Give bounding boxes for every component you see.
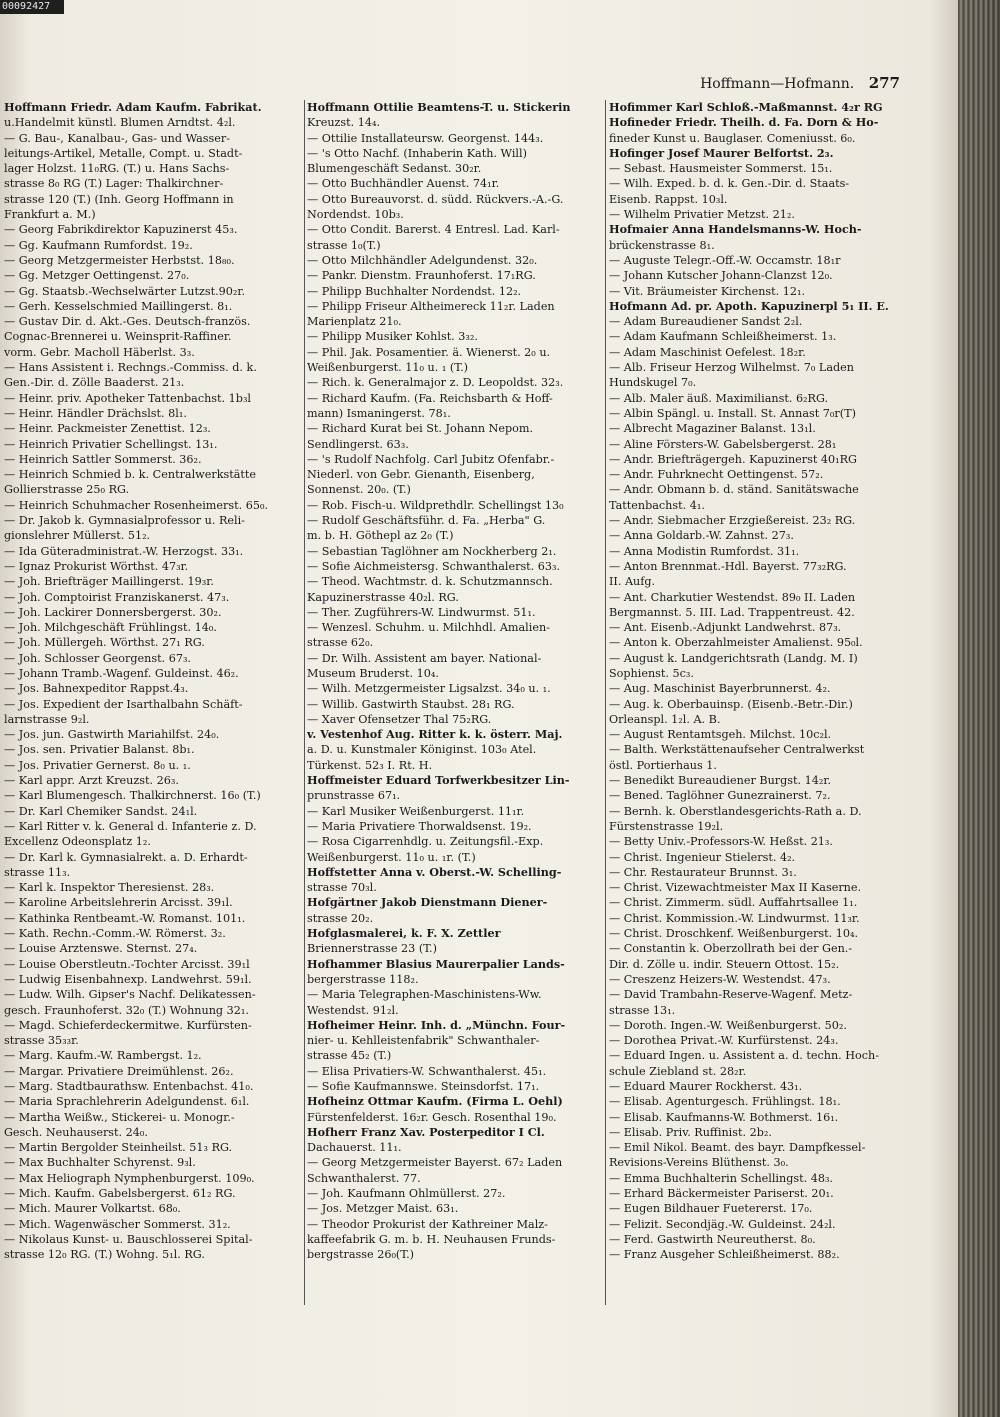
directory-entry: — Gg. Metzger Oettingenst. 27₀. (4, 269, 190, 283)
directory-entry: — Willib. Gastwirth Staubst. 28₁ RG. (307, 697, 515, 711)
directory-entry: strasse 13₁. (609, 1003, 676, 1017)
directory-entry: — Joh. Lackirer Donnersbergerst. 30₂. (4, 605, 222, 619)
directory-entry: — Joh. Kaufmann Ohlmüllerst. 27₂. (307, 1187, 506, 1201)
directory-entry: Orleanspl. 1₂l. A. B. (609, 712, 721, 726)
directory-entry: nier- u. Kehlleistenfabrik" Schwanthaler- (307, 1034, 540, 1048)
directory-entry: Gesch. Neuhauserst. 24₀. (4, 1125, 148, 1139)
directory-entry: Sophienst. 5c₃. (609, 666, 694, 680)
directory-entry: — Elisab. Priv. Ruffinist. 2b₂. (609, 1125, 772, 1139)
directory-entry: Hofineder Friedr. Theilh. d. Fa. Dorn & Ho- (609, 115, 879, 130)
directory-entry: strasse 8₀ RG (T.) Lager: Thalkirchner- (4, 177, 224, 191)
column-1 (4, 100, 300, 1263)
directory-entry: strasse 45₂ (T.) (307, 1049, 392, 1063)
directory-entry: — Johann Kutscher Johann-Clanzst 12₀. (609, 269, 833, 283)
directory-entry: — Jos. Bahnexpeditor Rappst.4₃. (4, 682, 189, 696)
directory-entry: — Anna Modistin Rumfordst. 31₁. (609, 544, 800, 558)
directory-entry: — Joh. Briefträger Maillingerst. 19₃r. (4, 575, 214, 589)
directory-entry: — Mich. Kaufm. Gabelsbergerst. 61₂ RG. (4, 1187, 236, 1201)
directory-entry: Hofinger Josef Maurer Belfortst. 2₃. (609, 145, 834, 160)
directory-entry: — Elisab. Kaufmanns-W. Bothmerst. 16₁. (609, 1110, 839, 1124)
directory-entry: — Ant. Eisenb.-Adjunkt Landwehrst. 87₃. (609, 621, 842, 635)
directory-entry: — Phil. Jak. Posamentier. ä. Wienerst. 2₀ u. (307, 345, 551, 359)
directory-entry: fineder Kunst u. Bauglaser. Comeniusst. 6₀. (609, 131, 856, 145)
directory-entry: — Christ. Zimmerm. südl. Auffahrtsallee 1₁. (609, 896, 858, 910)
directory-entry: Blumengeschäft Sedanst. 30₂r. (307, 162, 482, 176)
directory-entry: Weißenburgerst. 11₀ u. ₁ (T.) (307, 361, 469, 375)
directory-entry: Fürstenfelderst. 16₂r. Gesch. Rosenthal 19₀. (307, 1110, 557, 1124)
directory-entry: — Karl Musiker Weißenburgerst. 11₁r. (307, 804, 525, 818)
directory-entry: Hoffmeister Eduard Torfwerkbesitzer Lin- (307, 773, 570, 788)
directory-entry: — Adam Bureaudiener Sandst 2₂l. (609, 315, 803, 329)
directory-entry: — Rich. k. Generalmajor z. D. Leopoldst. 32₃. (307, 376, 564, 390)
directory-entry: mann) Ismaningerst. 78₁. (307, 406, 451, 420)
directory-entry: — Sofie Kaufmannswe. Steinsdorfst. 17₁. (307, 1080, 540, 1093)
directory-entry: a. D. u. Kunstmaler Königinst. 103₀ Atel. (307, 743, 537, 757)
directory-entry: — August k. Landgerichtsrath (Landg. M. I) (609, 651, 858, 665)
directory-entry: Hoffstetter Anna v. Oberst.-W. Schelling- (307, 864, 562, 879)
directory-entry: — Christ. Ingenieur Stielerst. 4₂. (609, 850, 796, 864)
directory-entry: — Jos. sen. Privatier Balanst. 8b₁. (4, 743, 195, 757)
directory-entry: leitungs-Artikel, Metalle, Compt. u. Stadt- (4, 146, 243, 160)
directory-entry: bergerstrasse 118₂. (307, 972, 419, 986)
directory-entry: — Anton k. Oberzahlmeister Amalienst. 95₀l. (609, 636, 863, 650)
directory-entry: — Kath. Rechn.-Comm.-W. Römerst. 3₂. (4, 927, 226, 941)
directory-entry: — Otto Milchhändler Adelgundenst. 32₀. (307, 253, 538, 267)
directory-entry: — Eduard Maurer Rockherst. 43₁. (609, 1080, 803, 1093)
directory-entry: — Erhard Bäckermeister Pariserst. 20₁. (609, 1187, 834, 1201)
directory-entry: — Ther. Zugführers-W. Lindwurmst. 51₁. (307, 605, 536, 619)
directory-entry: — Gerh. Kesselschmied Maillingerst. 8₁. (4, 299, 233, 313)
directory-entry: — Karl k. Inspektor Theresienst. 28₃. (4, 881, 215, 895)
directory-entry: — Maria Telegraphen-Maschinistens-Ww. (307, 988, 542, 1002)
directory-entry: — Gg. Kaufmann Rumfordst. 19₂. (4, 238, 193, 252)
book-page-edge (958, 0, 1000, 1417)
directory-entry: — Ludwig Eisenbahnexp. Landwehrst. 59₁l. (4, 972, 252, 986)
directory-entry: — Pankr. Dienstm. Fraunhoferst. 17₁RG. (307, 269, 536, 283)
directory-entry: — Kathinka Rentbeamt.-W. Romanst. 101₁. (4, 911, 246, 925)
directory-entry: — Georg Metzgermeister Bayerst. 67₂ Laden (307, 1156, 563, 1170)
directory-entry: vorm. Gebr. Macholl Häberlst. 3₃. (4, 345, 195, 359)
directory-entry: — Richard Kaufm. (Fa. Reichsbarth & Hoff- (307, 391, 553, 405)
directory-entry: Revisions-Vereins Blüthenst. 3₀. (609, 1156, 789, 1170)
directory-entry: — G. Bau-, Kanalbau-, Gas- und Wasser- (4, 131, 231, 145)
directory-entry: — Mich. Wagenwäscher Sommerst. 31₂. (4, 1217, 231, 1231)
directory-entry: — Ignaz Prokurist Wörthst. 47₃r. (4, 559, 189, 573)
directory-entry: — Anna Goldarb.-W. Zahnst. 27₃. (609, 529, 794, 543)
directory-entry: m. b. H. Göthepl az 2₀ (T.) (307, 529, 454, 543)
directory-entry: — Aug. k. Oberbauinsp. (Eisenb.-Betr.-Dir.) (609, 697, 853, 711)
directory-entry: Hofimmer Karl Schloß.-Maßmannst. 4₂r RG (609, 100, 883, 114)
directory-entry: — Franz Ausgeher Schleißheimerst. 88₂. (609, 1248, 840, 1262)
directory-entry: — Albrecht Magaziner Balanst. 13₁l. (609, 422, 816, 436)
directory-entry: Hofheinz Ottmar Kaufm. (Firma L. Oehl) (307, 1094, 563, 1109)
directory-entry: — Wilh. Exped. b. d. k. Gen.-Dir. d. Staats- (609, 177, 850, 191)
directory-entry: — Sebastian Taglöhner am Nockherberg 2₁. (307, 544, 557, 558)
directory-entry: — Alb. Friseur Herzog Wilhelmst. 7₀ Laden (609, 361, 854, 375)
directory-entry: — Balth. Werkstättenaufseher Centralwerkst (609, 743, 865, 757)
directory-entry: Dachauerst. 11₁. (307, 1141, 402, 1155)
directory-entry: — Andr. Obmann b. d. ständ. Sanitätswache (609, 483, 859, 497)
directory-entry: — Max Buchhalter Schyrenst. 9₃l. (4, 1156, 196, 1170)
directory-entry: — Ottilie Installateursw. Georgenst. 144₃. (307, 131, 544, 145)
column-divider (304, 100, 305, 1305)
directory-entry: — Otto Buchhändler Auenst. 74₁r. (307, 177, 500, 191)
directory-entry: — Xaver Ofensetzer Thal 75₂RG. (307, 712, 492, 726)
directory-entry: — Heinrich Schmied b. k. Centralwerkstätte (4, 468, 257, 482)
directory-entry: Tattenbachst. 4₁. (609, 498, 705, 512)
directory-entry: — Eugen Bildhauer Fuetererst. 17₀. (609, 1202, 813, 1216)
directory-entry: gesch. Fraunhoferst. 32₀ (T.) Wohnung 32₁. (4, 1003, 249, 1017)
directory-entry: — Eduard Ingen. u. Assistent a. d. techn. Hoch- (609, 1049, 880, 1063)
directory-entry: gionslehrer Müllerst. 51₂. (4, 529, 151, 543)
directory-entry: Gollierstrasse 25₀ RG. (4, 483, 130, 497)
directory-entry: larnstrasse 9₂l. (4, 712, 90, 726)
directory-entry: — Karl Ritter v. k. General d. Infanterie z. D. (4, 819, 257, 833)
directory-entry: — Marg. Kaufm.-W. Rambergst. 1₂. (4, 1049, 202, 1063)
directory-entry: Weißenburgerst. 11₀ u. ₁r. (T.) (307, 850, 476, 864)
directory-entry: Kreuzst. 14₄. (307, 116, 381, 130)
directory-entry: — Sebast. Hausmeister Sommerst. 15₁. (609, 162, 833, 176)
directory-entry: — Martha Weißw., Stickerei- u. Monogr.- (4, 1110, 235, 1124)
directory-entry: v. Vestenhof Aug. Ritter k. k. österr. Maj. (307, 727, 563, 742)
directory-entry: — Joh. Müllergeh. Wörthst. 27₁ RG. (4, 636, 205, 650)
directory-entry: — Margar. Privatiere Dreimühlenst. 26₂. (4, 1064, 234, 1078)
directory-entry: — Gg. Staatsb.-Wechselwärter Lutzst.90₂r. (4, 284, 246, 298)
directory-entry: — Dr. Karl Chemiker Sandst. 24₁l. (4, 804, 198, 818)
directory-entry: lager Holzst. 11₀RG. (T.) u. Hans Sachs- (4, 162, 230, 176)
directory-entry: — Nikolaus Kunst- u. Bauschlosserei Spital- (4, 1232, 253, 1246)
directory-entry: prunstrasse 67₁. (307, 789, 401, 803)
directory-entry: — Wilhelm Privatier Metzst. 21₂. (609, 208, 795, 222)
directory-entry: — Max Heliograph Nymphenburgerst. 109₀. (4, 1171, 255, 1185)
directory-entry: strasse 1₀(T.) (307, 238, 381, 252)
directory-entry: — Heinrich Schuhmacher Rosenheimerst. 65₀. (4, 498, 269, 512)
directory-entry: kaffeefabrik G. m. b. H. Neuhausen Frunds- (307, 1232, 556, 1246)
directory-entry: Sonnenst. 20₀. (T.) (307, 483, 411, 497)
directory-entry: — Benedikt Bureaudiener Burgst. 14₂r. (609, 774, 832, 788)
directory-entry: — Doroth. Ingen.-W. Weißenburgerst. 50₂. (609, 1018, 847, 1032)
directory-entry: — Rosa Cigarrenhdlg. u. Zeitungsfil.-Exp. (307, 835, 544, 849)
directory-entry: Museum Bruderst. 10₄. (307, 666, 439, 680)
directory-entry: strasse 20₂. (307, 911, 374, 925)
scan-id-stamp: 00092427 (0, 0, 64, 14)
column-3 (609, 100, 905, 1263)
directory-entry: — Wenzesl. Schuhm. u. Milchhdl. Amalien- (307, 621, 550, 635)
directory-entry: — Emil Nikol. Beamt. des bayr. Dampfkessel- (609, 1141, 866, 1155)
directory-entry: Briennerstrasse 23 (T.) (307, 942, 437, 956)
directory-entry: — Betty Univ.-Professors-W. Heßst. 21₃. (609, 835, 833, 849)
directory-entry: — Christ. Kommission.-W. Lindwurmst. 11₃r. (609, 911, 860, 925)
page-number: 277 (868, 74, 900, 92)
directory-entry: schule Ziebland st. 28₂r. (609, 1064, 747, 1078)
directory-entry: — Martin Bergolder Steinheilst. 51₃ RG. (4, 1141, 233, 1155)
directory-entry: — Vit. Bräumeister Kirchenst. 12₁. (609, 284, 806, 298)
directory-entry: — Joh. Comptoirist Franziskanerst. 47₃. (4, 590, 230, 604)
directory-entry: — Otto Bureauvorst. d. südd. Rückvers.-A.-G. (307, 192, 564, 206)
directory-entry: — Karl Blumengesch. Thalkirchnerst. 16₀ (T.) (4, 789, 261, 803)
directory-entry: — Maria Sprachlehrerin Adelgundenst. 6₁l. (4, 1095, 250, 1109)
directory-entry: — Dr. Jakob k. Gymnasialprofessor u. Reli- (4, 514, 245, 528)
directory-entry: — Dr. Karl k. Gymnasialrekt. a. D. Erhardt- (4, 850, 248, 864)
directory-entry: — Maria Privatiere Thorwaldsenst. 19₂. (307, 819, 532, 833)
directory-entry: — Richard Kurat bei St. Johann Nepom. (307, 422, 534, 436)
directory-entry: strasse 62₀. (307, 636, 374, 650)
directory-entry: Hofheimer Heinr. Inh. d. „Münchn. Four- (307, 1017, 566, 1032)
directory-entry: — Dorothea Privat.-W. Kurfürstenst. 24₃. (609, 1034, 839, 1048)
directory-entry: — Felizit. Secondjäg.-W. Guldeinst. 24₂l. (609, 1217, 836, 1231)
directory-entry: — Christ. Vizewachtmeister Max II Kaserne. (609, 881, 862, 895)
directory-entry: — Mich. Maurer Volkartst. 68₀. (4, 1202, 181, 1216)
directory-entry: Kapuzinerstrasse 40₂l. RG. (307, 590, 459, 604)
directory-entry: — Georg Metzgermeister Herbstst. 18₈₀. (4, 253, 235, 267)
directory-entry: — Philipp Friseur Altheimereck 11₂r. Laden (307, 299, 555, 313)
directory-entry: Marienplatz 21₀. (307, 315, 402, 329)
directory-entry: — David Trambahn-Reserve-Wagenf. Metz- (609, 988, 853, 1002)
directory-entry: Eisenb. Rappst. 10₃l. (609, 192, 728, 206)
directory-entry: — Heinr. priv. Apotheker Tattenbachst. 1b₃l (4, 391, 252, 405)
directory-entry: — Jos. Metzger Maist. 63₁. (307, 1202, 459, 1216)
directory-entry: — Theodor Prokurist der Kathreiner Malz- (307, 1217, 548, 1231)
directory-entry: — Elisa Privatiers-W. Schwanthalerst. 45₁. (307, 1064, 547, 1078)
directory-entry: — Magd. Schieferdeckermitwe. Kurfürsten- (4, 1018, 252, 1032)
directory-entry: strasse 70₃l. (307, 881, 377, 895)
directory-entry: strasse 120 (T.) (Inh. Georg Hoffmann in (4, 192, 234, 206)
directory-entry: — Heinrich Sattler Sommerst. 36₂. (4, 452, 202, 466)
directory-entry: Fürstenstrasse 19₂l. (609, 819, 724, 833)
directory-entry: Nordendst. 10b₃. (307, 208, 404, 222)
directory-entry: — 's Otto Nachf. (Inhaberin Kath. Will) (307, 146, 527, 160)
directory-entry: — Bened. Taglöhner Gunezrainerst. 7₂. (609, 789, 831, 803)
directory-entry: — Theod. Wachtmstr. d. k. Schutzmannsch. (307, 575, 553, 589)
directory-entry: — Aline Försters-W. Gabelsbergerst. 28₁ (609, 437, 837, 451)
directory-entry: — Heinr. Packmeister Zenettist. 12₃. (4, 422, 211, 436)
directory-entry: Sendlingerst. 63₃. (307, 437, 409, 451)
directory-entry: — Marg. Stadtbaurathsw. Entenbachst. 41₀. (4, 1080, 254, 1093)
directory-entry: — Hans Assistent i. Rechngs.-Commiss. d. k. (4, 361, 257, 375)
directory-entry: — Andr. Siebmacher Erzgießereist. 23₂ RG. (609, 514, 856, 528)
directory-entry: Niederl. von Gebr. Gienanth, Eisenberg, (307, 468, 535, 482)
directory-entry: Hofglasmalerei, k. F. X. Zettler (307, 926, 501, 941)
directory-entry: — Albin Spängl. u. Install. St. Annast 7₀r(T) (609, 406, 856, 420)
directory-entry: Hofgärtner Jakob Dienstmann Diener- (307, 895, 548, 910)
directory-entry: — Otto Condit. Barerst. 4 Entresl. Lad. Karl- (307, 223, 560, 237)
directory-entry: Schwanthalerst. 77. (307, 1171, 421, 1185)
directory-entry: Türkenst. 52₃ I. Rt. H. (307, 758, 433, 772)
directory-entry: — Ferd. Gastwirth Neureutherst. 8₀. (609, 1232, 816, 1246)
directory-entry: — Andr. Fuhrknecht Oettingenst. 57₂. (609, 468, 824, 482)
directory-entry: Bergmannst. 5. III. Lad. Trappentreust. 42. (609, 605, 855, 619)
directory-entry: strasse 11₃. (4, 865, 71, 879)
directory-entry: — Heinr. Händler Drächslst. 8l₁. (4, 406, 187, 420)
directory-entry: — Adam Maschinist Oefelest. 18₂r. (609, 345, 806, 359)
directory-entry: — Georg Fabrikdirektor Kapuzinerst 45₃. (4, 223, 238, 237)
directory-entry: — Joh. Milchgeschäft Frühlingst. 14₀. (4, 621, 217, 635)
directory-entry: — Philipp Musiker Kohlst. 3₃₂. (307, 330, 478, 344)
directory-entry: — Jos. Privatier Gernerst. 8₀ u. ₁. (4, 758, 191, 772)
running-head-title: Hoffmann—Hofmann. (700, 76, 855, 92)
directory-entry: Westendst. 91₂l. (307, 1003, 399, 1017)
directory-entry: — Jos. jun. Gastwirth Mariahilfst. 24₀. (4, 728, 220, 742)
directory-entry: — Gustav Dir. d. Akt.-Ges. Deutsch-französ. (4, 315, 251, 329)
directory-entry: Gen.-Dir. d. Zölle Baaderst. 21₃. (4, 376, 185, 390)
directory-entry: — Anton Brennmat.-Hdl. Bayerst. 77₃₂RG. (609, 559, 847, 573)
directory-entry: — Heinrich Privatier Schellingst. 13₁. (4, 437, 218, 451)
directory-entry: — Karoline Arbeitslehrerin Arcisst. 39₁l. (4, 896, 233, 910)
directory-entry: Hofhammer Blasius Maurerpalier Lands- (307, 956, 565, 971)
directory-entry: Dir. d. Zölle u. indir. Steuern Ottost. 15₂. (609, 957, 840, 971)
directory-entry: — Creszenz Heizers-W. Westendst. 47₃. (609, 972, 831, 986)
directory-entry: — Jos. Expedient der Isarthalbahn Schäft- (4, 697, 243, 711)
directory-entry: — Auguste Telegr.-Off.-W. Occamstr. 18₁r (609, 253, 841, 267)
directory-entry: II. Aufg. (609, 575, 656, 589)
directory-entry: — Ida Güteradministrat.-W. Herzogst. 33₁. (4, 544, 244, 558)
directory-entry: — Karl appr. Arzt Kreuzst. 26₃. (4, 774, 179, 788)
directory-entry: — Louise Arztenswe. Sternst. 27₄. (4, 942, 198, 956)
directory-entry: — Emma Buchhalterin Schellingst. 48₃. (609, 1171, 833, 1185)
directory-entry: Hoffmann Friedr. Adam Kaufm. Fabrikat. (4, 100, 262, 114)
directory-entry: — Joh. Schlosser Georgenst. 67₃. (4, 651, 191, 665)
directory-entry: Frankfurt a. M.) (4, 208, 96, 222)
directory-entry: — Bernh. k. Oberstlandesgerichts-Rath a. D. (609, 804, 862, 818)
directory-entry: Hoffmann Ottilie Beamtens-T. u. Stickerin (307, 100, 571, 114)
directory-entry: Hofherr Franz Xav. Posterpeditor I Cl. (307, 1124, 545, 1139)
directory-entry: Excellenz Odeonsplatz 1₂. (4, 835, 151, 849)
directory-entry: Hofmaier Anna Handelsmanns-W. Hoch- (609, 222, 862, 237)
directory-entry: Hundskugel 7₀. (609, 376, 697, 390)
directory-entry: — Alb. Maler äuß. Maximilianst. 6₂RG. (609, 391, 829, 405)
directory-entry: brückenstrasse 8₁. (609, 238, 715, 252)
directory-entry: — Christ. Droschkenf. Weißenburgerst. 10₄. (609, 927, 859, 941)
directory-entry: — Dr. Wilh. Assistent am bayer. National- (307, 651, 542, 665)
running-header (610, 74, 900, 92)
directory-entry: — Ant. Charkutier Westendst. 89₀ II. Laden (609, 590, 856, 604)
directory-entry: östl. Portierhaus 1. (609, 758, 717, 772)
column-2 (307, 100, 603, 1263)
directory-entry: — Philipp Buchhalter Nordendst. 12₂. (307, 284, 522, 298)
directory-entry: — Rob. Fisch-u. Wildprethdlr. Schellingst 13₀ (307, 498, 564, 512)
directory-entry: strasse 12₀ RG. (T.) Wohng. 5₁l. RG. (4, 1248, 205, 1262)
directory-entry: — Elisab. Agenturgesch. Frühlingst. 18₁. (609, 1095, 841, 1109)
directory-entry: — Andr. Briefträgergeh. Kapuzinerst 40₁RG (609, 452, 857, 466)
directory-entry: — Chr. Restaurateur Brunnst. 3₁. (609, 865, 797, 879)
directory-entry: bergstrasse 26₀(T.) (307, 1248, 415, 1262)
directory-entry: — Sofie Aichmeistersg. Schwanthalerst. 63₃. (307, 559, 561, 573)
directory-entry: Cognac-Brennerei u. Weinsprit-Raffiner. (4, 330, 232, 344)
directory-entry: Hofmann Ad. pr. Apoth. Kapuzinerpl 5₁ II. E. (609, 298, 889, 313)
directory-entry: — Rudolf Geschäftsführ. d. Fa. „Herba" G. (307, 514, 546, 528)
directory-entry: — Johann Tramb.-Wagenf. Guldeinst. 46₂. (4, 666, 239, 680)
directory-entry: — Louise Oberstleutn.-Tochter Arcisst. 39₁l (4, 957, 250, 971)
directory-entry: — Wilh. Metzgermeister Ligsalzst. 34₀ u. ₁. (307, 682, 551, 696)
directory-entry: — Adam Kaufmann Schleißheimerst. 1₃. (609, 330, 837, 344)
directory-entry: — August Rentamtsgeh. Milchst. 10c₂l. (609, 728, 832, 742)
directory-entry: — Aug. Maschinist Bayerbrunnerst. 4₂. (609, 682, 831, 696)
directory-entry: — Ludw. Wilh. Gipser's Nachf. Delikatessen- (4, 988, 256, 1002)
directory-entry: — Constantin k. Oberzollrath bei der Gen.- (609, 942, 853, 956)
directory-entry: u.Handelmit künstl. Blumen Arndtst. 4₂l. (4, 116, 236, 130)
directory-entry: strasse 35₃₃r. (4, 1034, 79, 1048)
column-divider (605, 100, 606, 1305)
directory-entry: — 's Rudolf Nachfolg. Carl Jubitz Ofenfabr.- (307, 452, 555, 466)
